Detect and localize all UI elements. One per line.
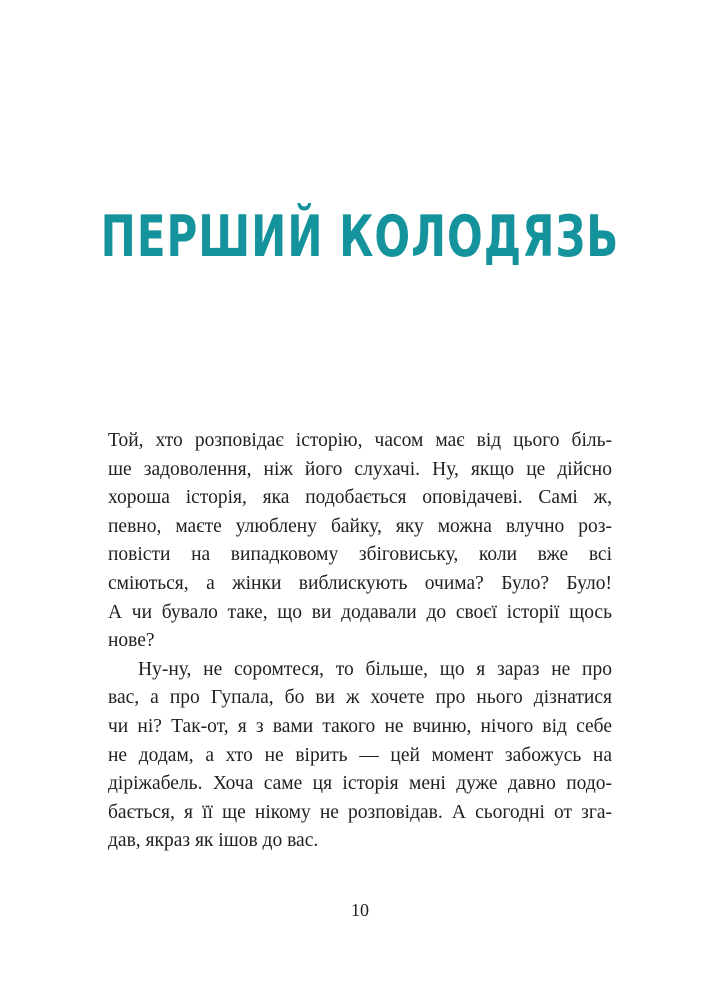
text-line: вас, а про Гупала, бо ви ж хочете про нього дізнатися: [108, 687, 612, 709]
text-line: чи ні? Так-от, я з вами такого не вчиню, нічого від себе: [108, 715, 612, 737]
text-line: сміються, а жінки виблискують очима? Було? Було!: [108, 572, 612, 594]
text-line: Той, хто розповідає історію, часом має від цього біль-: [108, 430, 612, 451]
page-number: 10: [351, 900, 369, 920]
chapter-title: ПЕРШИЙ КОЛОДЯЗЬ: [100, 203, 620, 270]
text-line: Ну-ну, не соромтеся, то більше, що я зараз не про: [138, 658, 612, 680]
text-line: дав, якраз як ішов до вас.: [108, 830, 319, 852]
text-line: діріжабель. Хоча саме ця історія мені дуже давно подо-: [108, 773, 612, 795]
body-text: [108, 427, 612, 856]
text-line: не додам, а хто не вірить — цей момент забожусь на: [108, 744, 612, 766]
text-line: повісти на випадковому збіговиську, коли вже всі: [108, 544, 612, 566]
text-line: нове?: [108, 630, 155, 652]
text-line: хороша історія, яка подобається оповідачеві. Самі ж,: [108, 487, 612, 509]
text-line: бається, я її ще нікому не розповідав. А сьогодні от зга-: [108, 801, 612, 823]
text-line: ше задоволення, ніж його слухачі. Ну, якщо це дійсно: [108, 458, 612, 480]
text-line: певно, маєте улюблену байку, яку можна влучно роз-: [108, 515, 612, 537]
text-line: А чи бувало таке, що ви додавали до своєї історії щось: [108, 601, 612, 623]
